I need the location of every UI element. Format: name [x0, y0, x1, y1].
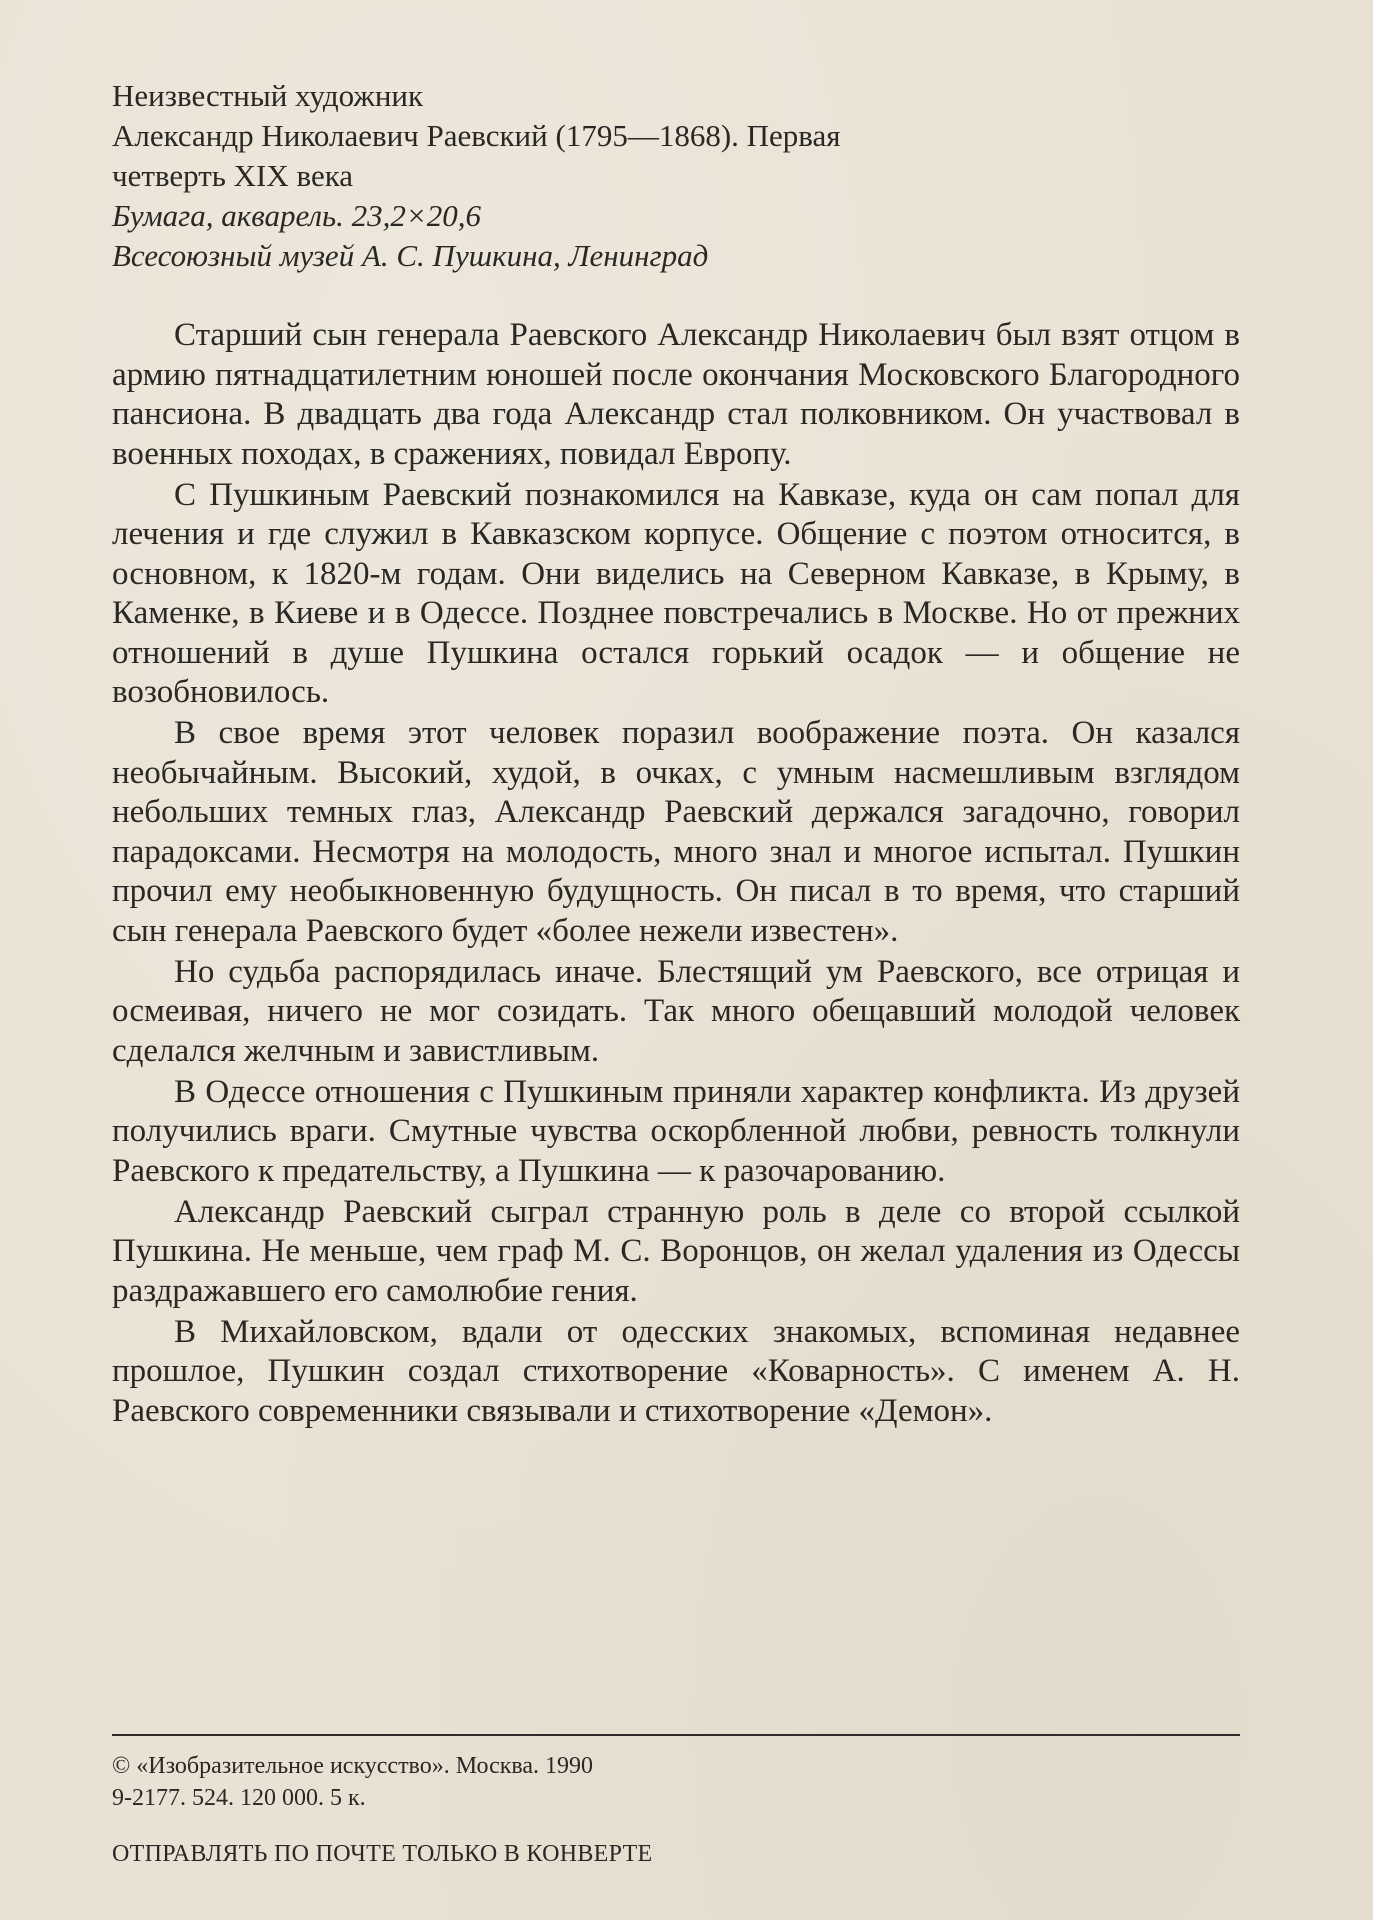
paragraph: В свое время этот человек поразил воображение поэта. Он казался необычайным. Высокий, худой, в очках, с умным насмешливым взглядом небольших темных глаз, Александр Раевский держался загадочно, говорил парадоксами. Несмотря на молодость, много знал и многое испытал. Пушкин прочил ему необыкновенную будущность. Он писал в то время, что старший сын генерала Раевского будет «более нежели известен».: [112, 715, 1240, 949]
paragraph: Старший сын генерала Раевского Александр Николаевич был взят отцом в армию пятнадцатилетним юношей после окончания Московского Благородного пансиона. В двадцать два года Александр стал полковником. Он участвовал в военных походах, в сражениях, повидал Европу.: [112, 317, 1240, 472]
artwork-medium: Бумага, акварель. 23,2×20,6: [112, 198, 482, 233]
artwork-title-line-1: Александр Николаевич Раевский (1795—1868). Первая: [112, 118, 841, 153]
paragraph: В Одессе отношения с Пушкиным приняли характер конфликта. Из друзей получились враги. Смутные чувства оскорбленной любви, ревность толкнули Раевского к предательству, а Пушкина — к разочарованию.: [112, 1073, 1240, 1189]
paragraph: Но судьба распорядилась иначе. Блестящий ум Раевского, все отрицая и осмеивая, ничего не мог созидать. Так много обещавший молодой человек сделался желчным и завистливым.: [112, 953, 1240, 1069]
copyright-line: © «Изобразительное искусство». Москва. 1990: [112, 1753, 594, 1779]
divider-line: [112, 1734, 1240, 1736]
artwork-title-line-2: четверть XIX века: [112, 158, 354, 193]
paragraph: Александр Раевский сыграл странную роль в деле со второй ссылкой Пушкина. Не меньше, чем граф М. С. Воронцов, он желал удаления из Одессы раздражавшего его самолюбие гения.: [112, 1193, 1240, 1309]
mailing-note: ОТПРАВЛЯТЬ ПО ПОЧТЕ ТОЛЬКО В КОНВЕРТЕ: [112, 1841, 653, 1867]
artwork-caption: [112, 76, 1240, 276]
paragraph: В Михайловском, вдали от одесских знакомых, вспоминая недавнее прошлое, Пушкин создал стихотворение «Коварность». С именем А. Н. Раевского современники связывали и стихотворение «Демон».: [112, 1313, 1240, 1429]
artwork-museum: Всесоюзный музей А. С. Пушкина, Ленинград: [112, 238, 709, 273]
description-text: [112, 316, 1240, 1433]
catalog-line: 9-2177. 524. 120 000. 5 к.: [112, 1785, 366, 1811]
paragraph: С Пушкиным Раевский познакомился на Кавказе, куда он сам попал для лечения и где служил в Кавказском корпусе. Общение с поэтом относится, в основном, к 1820-м годам. Они виделись на Северном Кавказе, в Крыму, в Каменке, в Киеве и в Одессе. Позднее повстречались в Москве. Но от прежних отношений в душе Пушкина остался горький осадок — и общение не возобновилось.: [112, 476, 1240, 710]
publisher-info: [112, 1750, 1240, 1814]
artist-name: Неизвестный художник: [112, 78, 424, 113]
